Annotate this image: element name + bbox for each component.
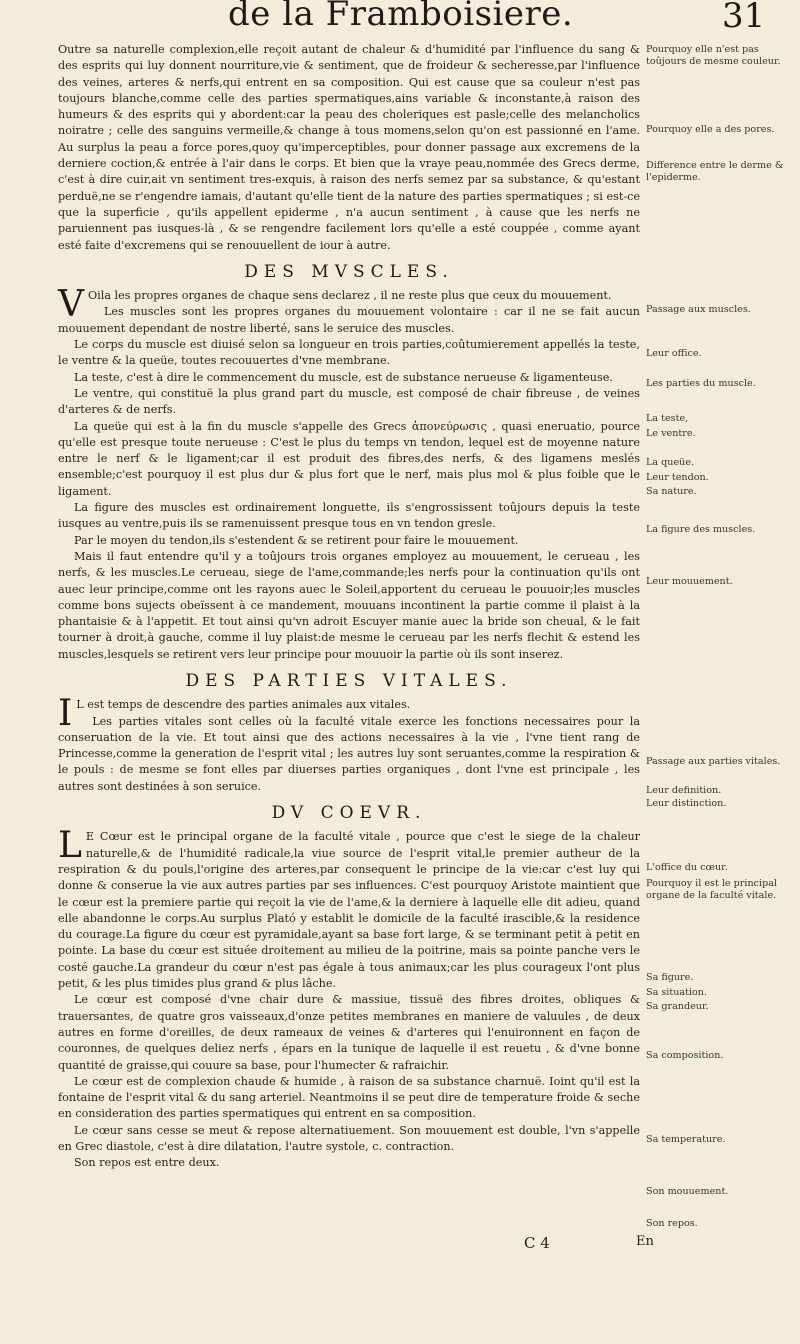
margin-note: Pourquoy elle a des pores. bbox=[646, 124, 775, 135]
margin-note: Leur definition. bbox=[646, 785, 722, 796]
margin-note: Passage aux muscles. bbox=[646, 304, 751, 315]
margin-note: La teste, bbox=[646, 413, 689, 424]
drop-cap: V bbox=[58, 284, 84, 326]
margin-note: Pourquoy il est le principal organe de la faculté vitale. bbox=[646, 878, 778, 901]
paragraph bbox=[58, 693, 640, 735]
section-heading-muscles: DES MVSCLES. bbox=[244, 261, 454, 282]
margin-note: La queüe. bbox=[646, 457, 695, 468]
paragraph-text: E Cœur est le principal organe de la faculté vitale , pource que c'est le siege de la chaleur naturelle,& de l'humidité radicale,la viue source de l'esprit vital,le premier autheur de la respiration & du pouls,l'origine des arteres,par consequent le principe de la vie:car c'est luy qui donne & conserue la vie aux autres parties par ses influences. C'est pourquoy Aristote maintient que le cœur est la premiere partie qui reçoit la vie de l'ame,& la derniere à laquelle elle dit adieu, quand elle abandonne le corps.Au surplus Plató y establit le domicile de la faculté irascible,& la residence du courage.La figure du cœur est pyramidale,ayant sa base fort large, & se terminant petit à petit en pointe. La base du cœur est située droitement au milieu de la poitrine, mais sa pointe panche vers le costé gauche.La grandeur du cœur n'est pas égale à tous animaux;car les plus courageux l'ont plus petit, & les plus timides plus grand & plus lâche. bbox=[58, 830, 640, 991]
paragraph: Les muscles sont les propres organes du mouuement volontaire : car il ne se fait aucun mouuement dependant de nostre liberté, sans le seruice des muscles. bbox=[58, 305, 640, 335]
margin-note: Sa temperature. bbox=[646, 1134, 726, 1145]
paragraph: Les parties vitales sont celles où la faculté vitale exerce les fonctions necessaires pour la conseruation de la vie. Et tout ainsi que des actions necessaires à la vie , l'vne tient rang de Princesse,comme la generation de l'esprit vital ; les autres luy sont seruantes,comme la respiration & le pouls : de mesme se font elles par diuerses parties organiques , dont l'vne est principale , les autres sont destinées à son seruice. bbox=[58, 714, 640, 793]
margin-note: Sa nature. bbox=[646, 486, 697, 497]
paragraph: La teste, c'est à dire le commencement du muscle, est de substance nerueuse & ligamenteuse. bbox=[74, 370, 613, 384]
margin-note: Son mouuement. bbox=[646, 1186, 729, 1197]
paragraph: Le corps du muscle est diuisé selon sa longueur en trois parties,coûtumierement appellés la teste, le ventre & la queüe, toutes recouuertes d'vne membrane. bbox=[58, 338, 640, 368]
margin-note: Les parties du muscle. bbox=[646, 378, 756, 389]
drop-cap: L bbox=[58, 825, 82, 867]
margin-note: Leur mouuement. bbox=[646, 576, 733, 587]
running-head-title: de la Framboisiere. bbox=[228, 0, 574, 34]
paragraph: Le cœur sans cesse se meut & repose alternatiuement. Son mouuement est double, l'vn s'appelle en Grec diastole, c'est à dire dilatation, l'autre systole, c. contraction. bbox=[58, 1123, 640, 1153]
margin-note: Leur tendon. bbox=[646, 472, 709, 483]
signature-mark: C 4 bbox=[524, 1234, 550, 1252]
paragraph: Outre sa naturelle complexion,elle reçoit autant de chaleur & d'humidité par l'influence du sang & des esprits qui luy donnent nourriture,vie & sentiment, que de froideur & secheresse,par l'influence des veines, arteres & nerfs,qui entrent en sa composition. Qui est cause que sa couleur n'est pas toujours blanche,comme celle des parties spermatiques,ains variable & inconstante,à raison des humeurs & des esprits qui y abordent:car la peau des choleriques est pasle;celle des melancholics noiratre ; celle des sanguins vermeille,& change à tous momens,selon qu'on est passionné en l'ame. Au surplus la peau a force pores,quoy qu'imperceptibles, pour donner passage aux excremens de la derniere coction,& entrée à l'air dans le corps. Et bien que la vraye peau,nommée des Grecs derme, c'est à dire cuir,ait vn sentiment tres-exquis, à raison des nerfs semez par sa substance, & qu'estant perduë,ne se r'engendre iamais, d'autant qu'elle tient de la nature des parties spermatiques ; si est-ce que la superficie , qu'ils appellent epiderme , n'a aucun sentiment , à cause que les nerfs ne paruiennent pas iusques-là , & se rengendre facilement lors qu'elle a esté couppée , comme ayant esté faite d'excremens qui se renouuellent de iour à autre. bbox=[58, 43, 640, 252]
margin-note: L'office du cœur. bbox=[646, 862, 728, 873]
margin-note: Sa figure. bbox=[646, 972, 694, 983]
margin-note: Difference entre le derme & l'epiderme. bbox=[646, 160, 784, 183]
margin-note: Sa grandeur. bbox=[646, 1001, 709, 1012]
paragraph: Son repos est entre deux. bbox=[74, 1156, 220, 1170]
paragraph: Le cœur est de complexion chaude & humide , à raison de sa substance charnuë. Ioint qu'il est la fontaine de l'esprit vital & du sang arteriel. Neantmoins il se peut dire de temperature froide & seche en consideration des parties spermatiques qui entrent en sa composition. bbox=[58, 1074, 640, 1121]
paragraph-text: L est temps de descendre des parties animales aux vitales. bbox=[76, 698, 411, 712]
paragraph: La queüe qui est à la fin du muscle s'appelle des Grecs ἀπονεύρωσις , quasi eneruatio, pource qu'elle est presque toute nerueuse : C'est le plus du temps vn tendon, lequel est de moyenne nature entre le nerf & le ligament;car il est produit des fibres,des nerfs, & des ligamens meslés ensemble;c'est pourquoy il est plus dur & plus fort que le nerf, mais plus mol & plus foible que le ligament. bbox=[58, 419, 640, 498]
paragraph: Le ventre, qui constituë la plus grand part du muscle, est composé de chair fibreuse , de veines d'arteres & de nerfs. bbox=[58, 386, 640, 417]
running-head bbox=[0, 0, 800, 44]
section-heading-coeur: DV COEVR. bbox=[271, 803, 427, 824]
margin-note: La figure des muscles. bbox=[646, 524, 756, 535]
margin-note: Leur distinction. bbox=[646, 798, 727, 809]
margin-note: Sa situation. bbox=[646, 987, 708, 998]
margin-note: Son repos. bbox=[646, 1218, 698, 1229]
paragraph: Mais il faut entendre qu'il y a toûjours trois organes employez au mouuement, le cerueau , les nerfs, & les muscles.Le cerueau, siege de l'ame,commande;les nerfs pour la continuation qu'ils ont auec leur principe,comme ont les rayons auec le Soleil,apportent du cerueau le pouuoir;les muscles comme bons sujects obeïssent à ce mandement, mouuans incontinent la partie comme il plaist à la phantaisie & à l'appetit. Et tout ainsi qu'vn adroit Escuyer manie auec la bride son cheual, & le fait tourner à droit,à gauche, comme il luy plaist:de mesme le cerueau par les nerfs flechit & estend les muscles,lesquels se retirent vers leur principe pour mouuoir la partie où ils sont inserez. bbox=[58, 549, 640, 661]
paragraph: Le cœur est composé d'vne chair dure & massiue, tissuë des fibres droites, obliques & trauersantes, de quatre gros vaisseaux,d'onze petites membranes en maniere de valuules , de deux autres en forme d'oreilles, de deux rameaux de veines & d'arteres qui l'enuironnent en façon de couronnes, de quelques deliez nerfs , épars en la tunique de laquelle il est reuetu , & d'vne bonne quantité de graisse,qui couure sa base, pour l'humecter & rafraichir. bbox=[58, 993, 640, 1072]
page-number: 31 bbox=[722, 0, 766, 36]
paragraph bbox=[58, 825, 640, 992]
margin-note: Le ventre. bbox=[646, 428, 696, 439]
paragraph-text: Oila les propres organes de chaque sens declarez , il ne reste plus que ceux du mouuement. bbox=[88, 289, 612, 303]
paragraph: Par le moyen du tendon,ils s'estendent & se retirent pour faire le mouuement. bbox=[74, 533, 519, 547]
margin-note: Passage aux parties vitales. bbox=[646, 756, 781, 767]
drop-cap: I bbox=[58, 693, 73, 735]
paragraph: La figure des muscles est ordinairement longuette, ils s'engrossissent toûjours depuis la teste iusques au ventre,puis ils se ramenuissent presque tous en vn tendon gresle. bbox=[58, 501, 640, 531]
catchword: En bbox=[636, 1234, 654, 1249]
margin-note: Pourquoy elle n'est pas toûjours de mesme couleur. bbox=[646, 44, 781, 67]
margin-note: Sa composition. bbox=[646, 1050, 724, 1061]
main-text-column bbox=[58, 42, 640, 1172]
section-heading-vitales: DES PARTIES VITALES. bbox=[185, 670, 513, 691]
margin-note: Leur office. bbox=[646, 348, 702, 359]
